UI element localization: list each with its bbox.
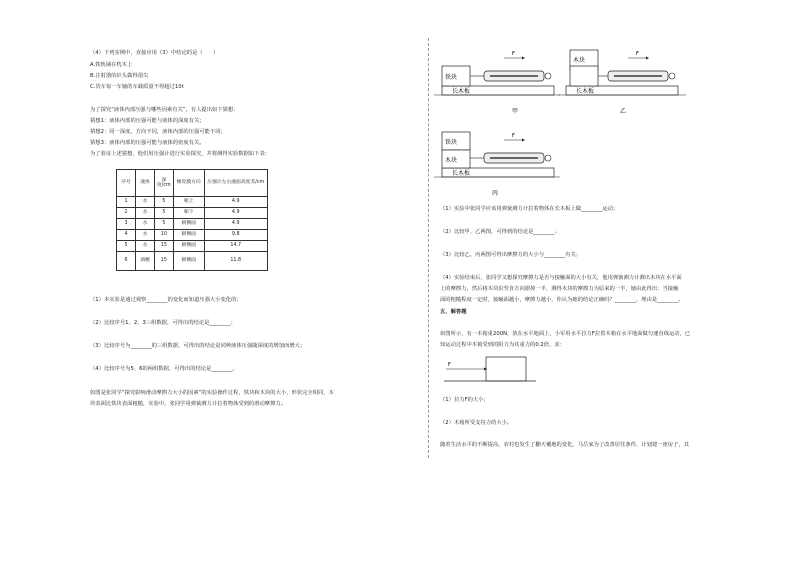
table-cell: 朝侧面 [173,230,204,241]
table-cell: 14.7 [204,241,267,252]
table-cell: 2 [117,208,136,219]
table-cell: 水 [136,230,155,241]
table-header-row [117,170,268,197]
table-cell: 水 [136,208,155,219]
table-header: 液体 [136,170,155,197]
wood-block-yi: 木块 [573,57,586,64]
table-header: 序号 [117,170,136,197]
friction-para-line2: 块表面比铁块表面粗糙，实验中，张同学用弹簧测力计拉着物体受到的滑动摩擦力。 [90,401,286,407]
table-header: 深度/cm [155,170,174,197]
force-label-bing: F [512,133,515,139]
right-sub-q2: （2）比较甲、乙两图，可得到的结论是________； [440,229,560,235]
table-cell: 4.9 [204,208,267,219]
figure-label-bing: 丙 [492,190,499,197]
table-cell: 10 [155,230,174,241]
section-title: 五、解答题 [440,309,467,315]
table-cell: 5 [155,219,174,230]
data-table [116,169,268,271]
table-cell: 酒精 [136,252,155,271]
left-sub-q2: （2）比较序号1、2、3三组数据，可得出的结论是________； [90,320,236,326]
table-cell: 9.8 [204,230,267,241]
table-cell: 5 [117,241,136,252]
q4-option-c: C.货车每一车轴的车载质量不得超过10t [90,84,184,90]
wood-block-bing: 木块 [445,157,458,164]
figure-label-jia: 甲 [512,108,519,115]
friction-figures [434,38,794,198]
table-cell: 朝侧面 [173,252,204,271]
table-cell: 5 [155,208,174,219]
table-cell: 朝上 [173,197,204,208]
right-q4-line1: （4）实验结束后，张同学又想探究摩擦力是否与接触面的大小有关，他用弹簧测力计测出木块在水平面 [440,275,682,281]
right-sub-q1: （1）实验中张同学应该用弹簧测力计拉着物体在长木板上做________运动； [440,206,619,212]
problem-q1: （1）拉力F的大小； [440,397,489,403]
figure-label-yi: 乙 [620,108,627,115]
board-label-jia: 长木板 [452,88,471,95]
force-label-yi: F [636,51,639,57]
guess-3: 猜想3：液体内部的压强可能与液体的密度有关。 [90,140,205,146]
table-header: 压强计左右液面高度差/cm [204,170,267,197]
figure-bing [434,132,560,197]
left-sub-q4: （4）比较序号为5、6的两组数据，可得出的结论是________。 [90,366,238,372]
friction-para-line1: 如图是张同学“探究影响滑动摩擦力大小的因素”的实验操作过程，铁块和木块的大小、形状完全相同，木 [90,390,334,396]
last-line: 随着生活水平的不断提高，农村也发生了翻天覆地的变化，马岳家为了改善居住条件，计划建一座房子，其 [440,442,689,448]
board-label-bing: 长木板 [452,170,471,177]
crate-box [486,357,526,381]
table-row [117,219,268,230]
table-cell: 11.8 [204,252,267,271]
problem-line1: 如图所示，有一木箱重200N，放在水平地面上，小军用水平拉力F拉着木箱在水平地面做匀速直线运动，已 [440,331,691,337]
table-cell: 15 [155,252,174,271]
board-label-yi: 长木板 [576,88,595,95]
q4-stem: （4）下列实例中，直接应用（3）中结论的是（ ） [90,50,219,56]
table-cell: 朝侧面 [173,219,204,230]
table-cell: 水 [136,241,155,252]
table-row [117,197,268,208]
verify-text: 为了验证上述猜想，他们用压强计进行实验探究，并将测得实验数据如下表： [90,151,271,157]
iron-block-bing: 铁块 [445,139,458,146]
right-q4-line3: 面的粗糙程度一定时，接触面越小，摩擦力越小，你认为她的结论正确吗？________，理由是________。 [440,297,684,303]
table-row [117,241,268,252]
pressure-intro: 为了探究“液体内部压强与哪些因素有关”，有人提出如下猜想： [90,107,239,113]
table-cell: 4 [117,230,136,241]
crate-force-label: F [448,362,451,368]
figure-jia [434,51,560,115]
q4-option-a: A.铁轨铺在枕木上 [90,62,133,68]
left-sub-q3: （3）比较序号为________的三组数据，可得出的结论是同种液体压强随深度的增加而增大； [90,343,306,349]
guess-1: 猜想1：液体内部的压强可能与液体的深度有关； [90,118,205,124]
q4-option-b: B.注射器的针头做得很尖 [90,73,149,79]
table-row [117,252,268,271]
right-q4-line2: 上的摩擦力，然后将木块沿竖直方向锯掉一半，测得木块的摩擦力为原来的一半，她由此得出：当接触 [440,286,679,292]
table-cell: 朝下 [173,208,204,219]
table-cell: 3 [117,219,136,230]
table-cell: 朝侧面 [173,241,204,252]
force-label-jia: F [512,51,515,57]
table-cell: 15 [155,241,174,252]
problem-q2: （2）木箱所受支持力的大小。 [440,420,513,426]
crate-figure [440,352,540,388]
table-cell: 水 [136,219,155,230]
table-cell: 5 [155,197,174,208]
guess-2: 猜想2：同一深度，方向不同，液体内部的压强可能不同； [90,129,226,135]
column-divider [428,38,429,458]
table-row [117,208,268,219]
table-cell: 1 [117,197,136,208]
table-cell: 水 [136,197,155,208]
table-header: 橡皮膜方向 [173,170,204,197]
table-cell: 4.9 [204,219,267,230]
table-cell: 6 [117,252,136,271]
table-cell: 4.9 [204,197,267,208]
problem-line2: 知运动过程中木箱受到的阻力为其重力的0.2倍，求： [440,342,565,348]
left-sub-q1: （1）本实验是通过观察________的变化而知道压强大小变化的； [90,297,242,303]
figure-yi [558,50,686,115]
right-sub-q3: （3）比较乙、丙两图可得出摩擦力的大小与________有关； [440,252,582,258]
iron-block-jia: 铁块 [445,74,458,81]
table-row [117,230,268,241]
